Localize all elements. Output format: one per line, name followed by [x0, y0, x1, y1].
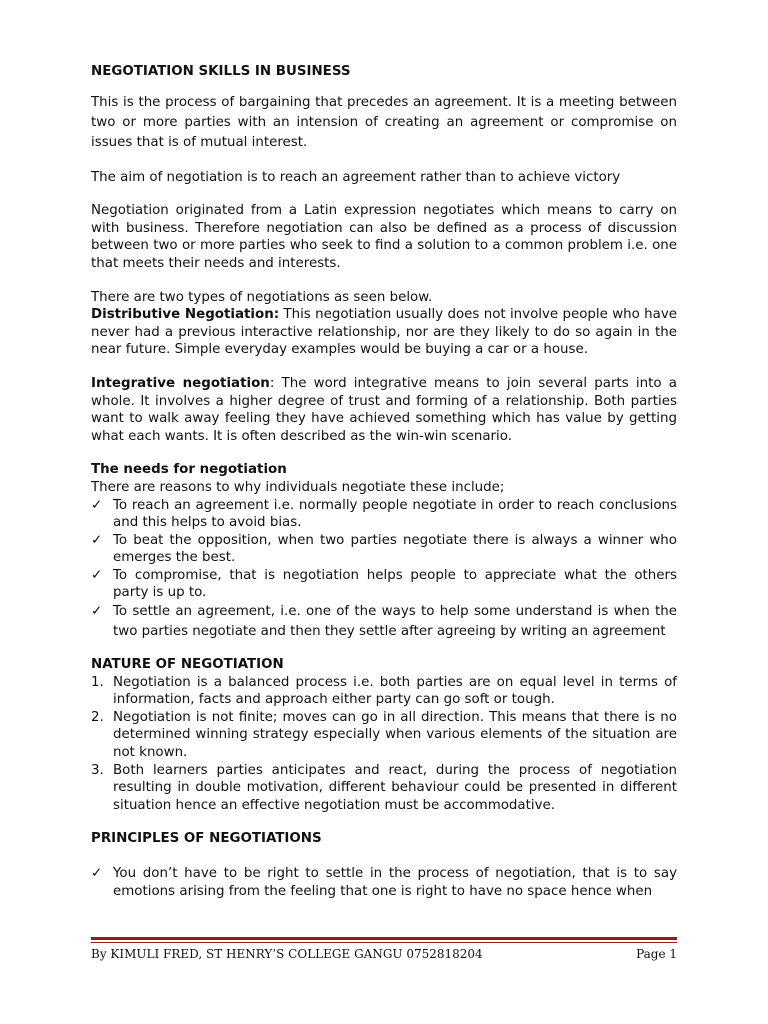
- list-item: ✓ To settle an agreement, i.e. one of the ways to help some understand is when the two parties negotiate and then they settle after agreeing by writing an agreement: [91, 604, 677, 640]
- integrative-paragraph: [91, 375, 677, 445]
- distributive-term: Distributive Negotiation:: [91, 307, 280, 323]
- aim-paragraph: The aim of negotiation is to reach an agreement rather than to achieve victory: [91, 169, 621, 185]
- nature-list: [91, 674, 677, 815]
- list-item: ✓ To reach an agreement i.e. normally people negotiate in order to reach conclusions and this helps to avoid bias.: [91, 497, 677, 531]
- check-icon: ✓: [91, 866, 103, 881]
- check-icon: ✓: [91, 497, 103, 513]
- list-item: ✓ To compromise, that is negotiation helps people to appreciate what the others party is up to.: [91, 567, 677, 601]
- footer-row: [91, 947, 677, 962]
- needs-heading: The needs for negotiation: [91, 462, 287, 478]
- list-item: ✓ You don’t have to be right to settle in the process of negotiation, that is to say emotions arising from the feeling that one is right to have no space hence when: [91, 866, 677, 899]
- list-item: 2. Negotiation is not finite; moves can go in all direction. This means that there is no determined winning strategy especially when various elements of the situation are not known.: [91, 709, 677, 761]
- page-content: [91, 63, 677, 900]
- check-icon: ✓: [91, 567, 103, 583]
- document-title: NEGOTIATION SKILLS IN BUSINESS: [91, 64, 351, 79]
- footer-rule-thin: [91, 942, 677, 943]
- origin-paragraph: Negotiation originated from a Latin expression negotiates which means to carry on with business. Therefore negotiation can also be defined as a process of discussion between two or more parties who seek to find a solution to a common problem i.e. one that meets their needs and interests.: [91, 203, 677, 271]
- page-number: Page 1: [636, 947, 677, 961]
- principles-heading: PRINCIPLES OF NEGOTIATIONS: [91, 831, 322, 847]
- list-item: 3. Both learners parties anticipates and react, during the process of negotiation resulting in double motivation, different behaviour could be presented in different situation hence an effective negotiation must be accommodative.: [91, 762, 677, 813]
- integrative-text: : The word integrative means to join several parts into a whole. It involves a higher degree of trust and forming of a relationship. Both parties want to walk away feeling they have achieved something which has value by getting what each wants. It is often described as the win-win scenario.: [91, 375, 677, 444]
- distributive-paragraph: [91, 306, 677, 359]
- check-icon: ✓: [91, 532, 103, 548]
- needs-intro: There are reasons to why individuals negotiate these include;: [91, 479, 505, 495]
- list-item: ✓ To beat the opposition, when two parties negotiate there is always a winner who emerges the best.: [91, 532, 677, 566]
- distributive-text: This negotiation usually does not involve people who have never had a previous interactive relationship, nor are they likely to do so again in the near future. Simple everyday examples would be buying a car or a house.: [91, 307, 678, 358]
- principles-list: [91, 865, 677, 900]
- nature-heading: NATURE OF NEGOTIATION: [91, 657, 284, 673]
- list-item: 1. Negotiation is a balanced process i.e. both parties are on equal level in terms of information, facts and approach either party can go soft or tough.: [91, 674, 677, 708]
- integrative-term: Integrative negotiation: [91, 375, 270, 391]
- types-intro: There are two types of negotiations as seen below.: [91, 289, 433, 305]
- footer-rule-thick: [91, 937, 677, 940]
- needs-list: [91, 497, 677, 643]
- page-footer: [91, 937, 677, 962]
- check-icon: ✓: [91, 604, 103, 620]
- intro-paragraph: This is the process of bargaining that precedes an agreement. It is a meeting between two or more parties with an intension of creating an agreement or compromise on issues that is of mutual interest.: [91, 94, 677, 150]
- footer-author: By KIMULI FRED, ST HENRY’S COLLEGE GANGU 0752818204: [91, 947, 483, 961]
